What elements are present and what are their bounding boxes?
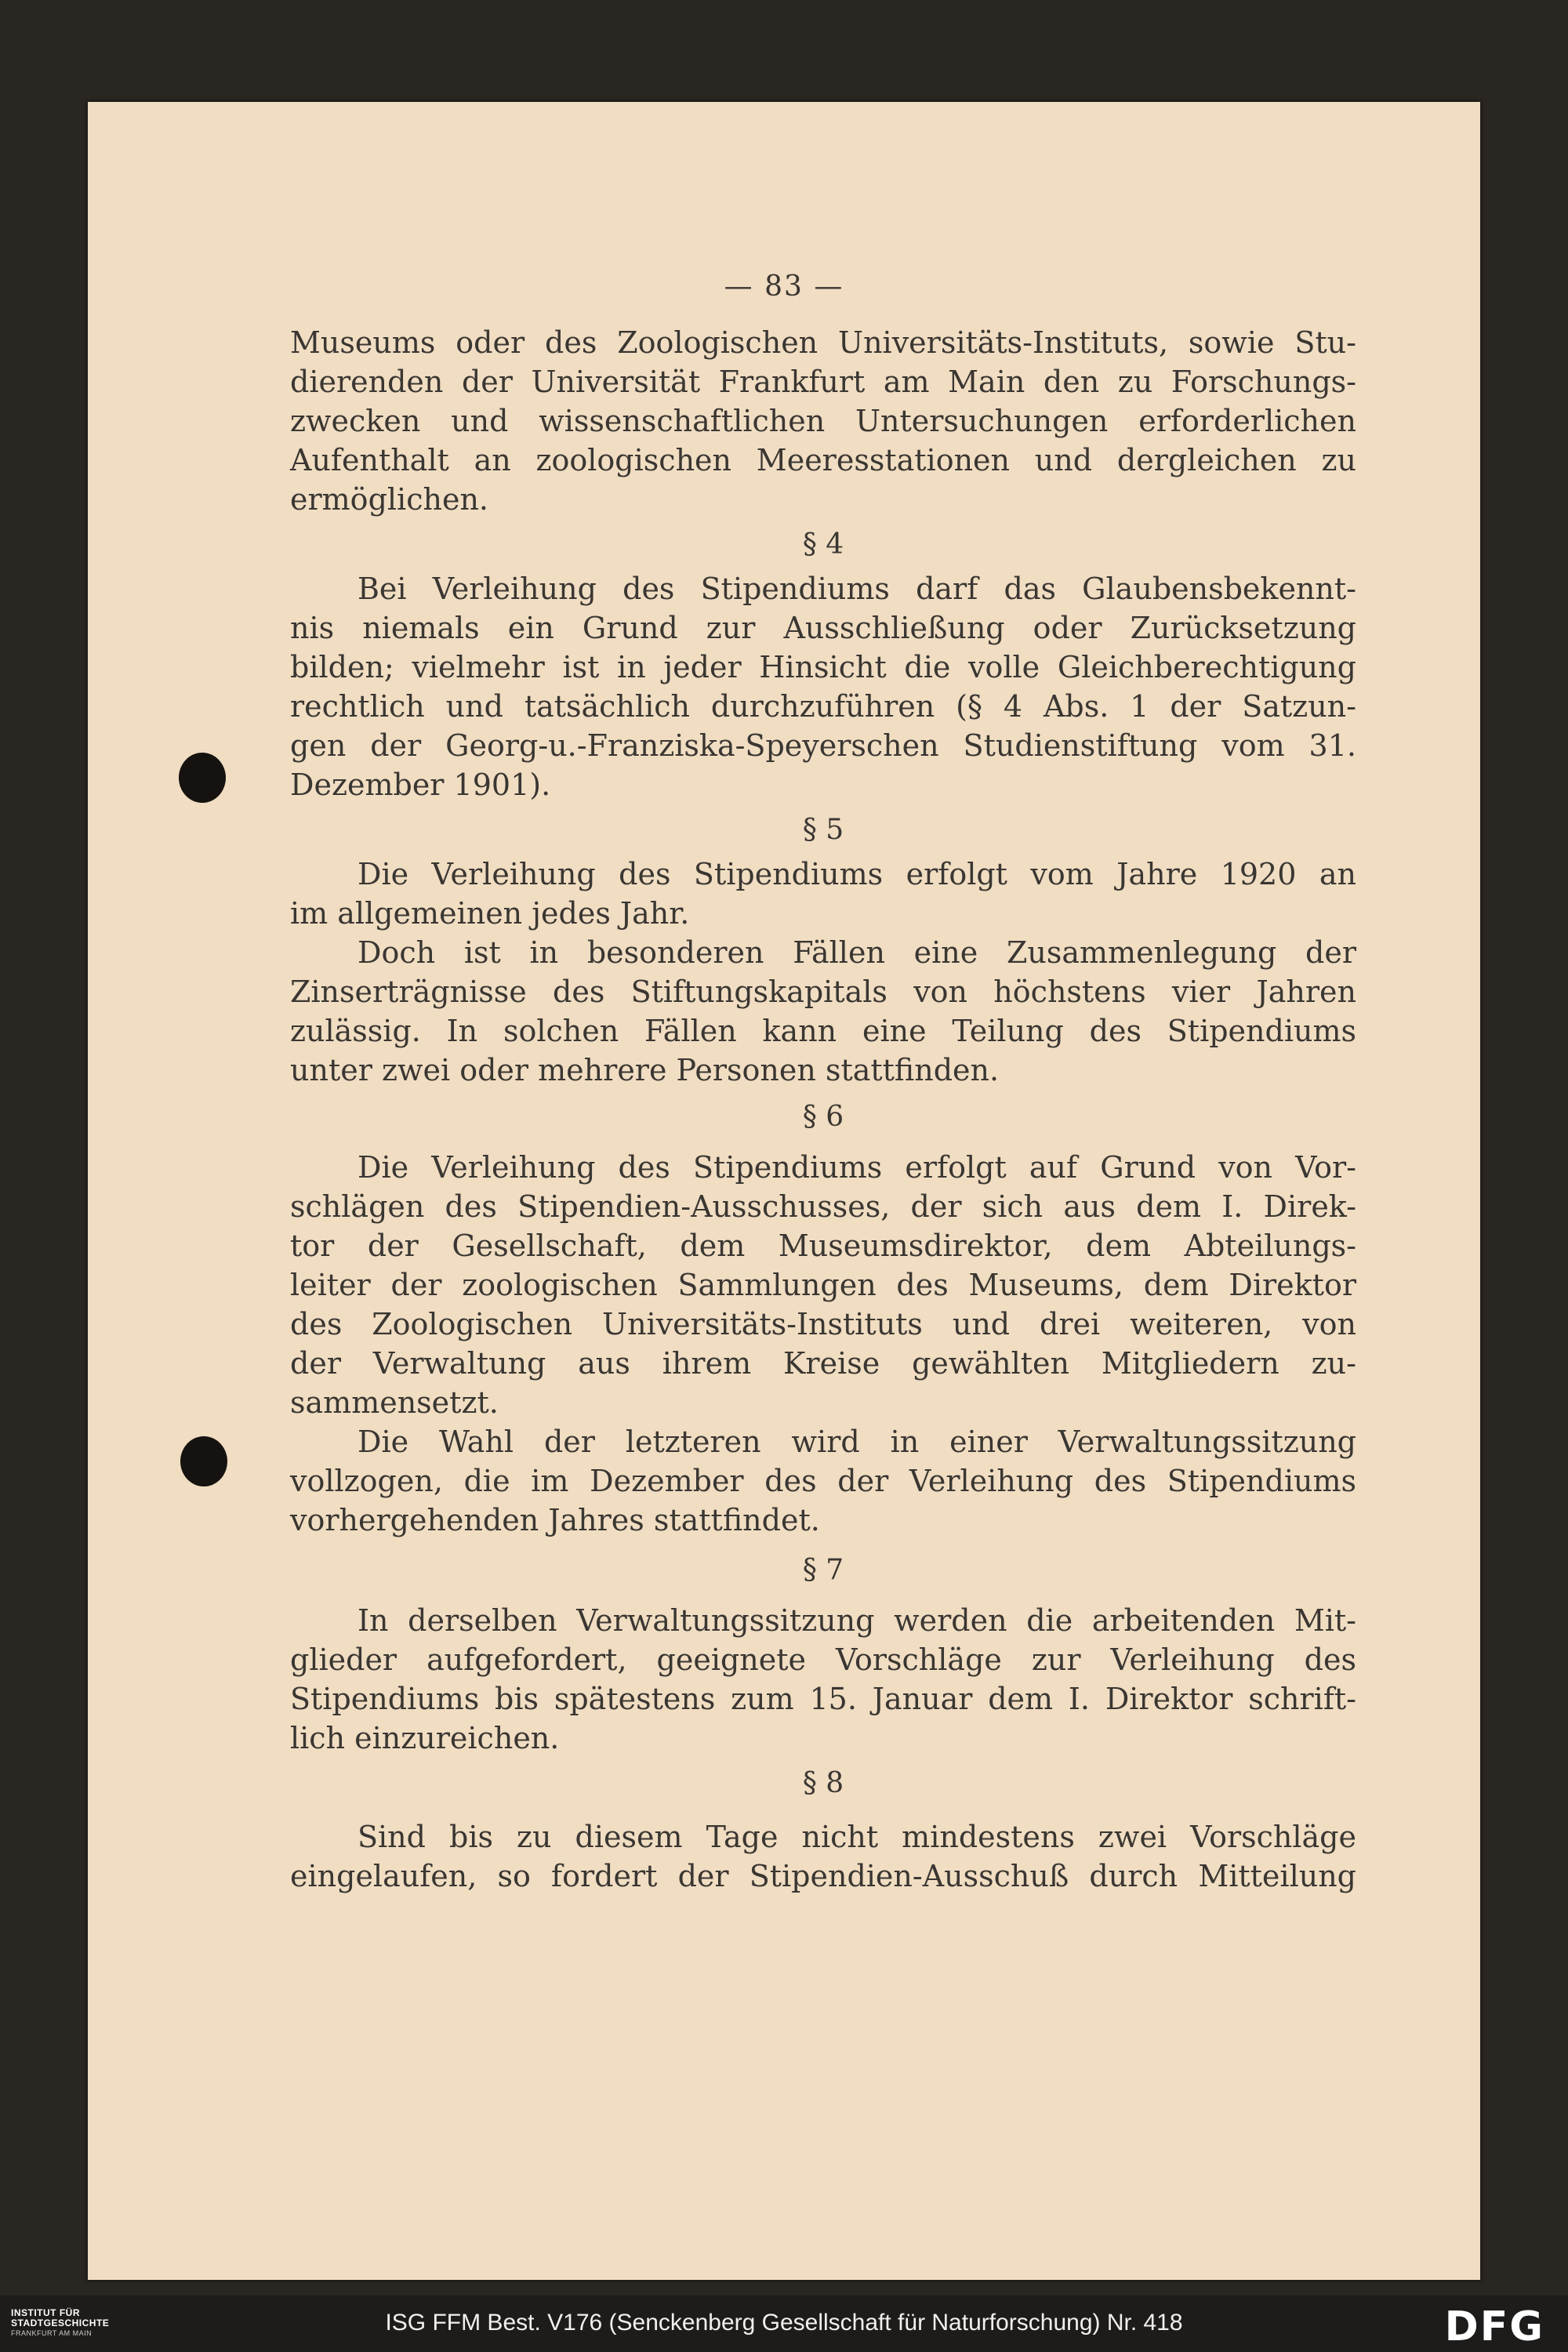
section-5-paragraph-a [290, 855, 1356, 933]
text-line: des Zoologischen Universitäts-Instituts und drei weiteren, von [290, 1307, 1356, 1341]
document-page [88, 102, 1480, 2280]
text-line: In derselben Verwaltungssitzung werden die arbeitenden Mit- [358, 1603, 1356, 1638]
text-line: Sind bis zu diesem Tage nicht mindestens zwei Vorschläge [358, 1820, 1356, 1854]
section-7-paragraph [290, 1601, 1356, 1758]
text-line: lich einzureichen. [290, 1721, 560, 1755]
section-heading-5: § 5 [802, 814, 844, 846]
text-line: zwecken und wissenschaftlichen Untersuchungen erforderlichen [290, 404, 1356, 438]
text-line: Museums oder des Zoologischen Universitäts-Instituts, sowie Stu- [290, 325, 1356, 360]
section-heading-4: § 4 [802, 528, 844, 561]
intro-paragraph [290, 323, 1356, 519]
archive-caption: ISG FFM Best. V176 (Senckenberg Gesellschaft für Naturforschung) Nr. 418 [385, 2310, 1183, 2336]
body-text [290, 323, 1356, 1896]
section-heading-7: § 7 [802, 1554, 844, 1586]
text-line: Aufenthalt an zoologischen Meeresstationen und dergleichen zu [290, 443, 1356, 477]
text-line: rechtlich und tatsächlich durchzuführen (§ 4 Abs. 1 der Satzun- [290, 689, 1356, 724]
isg-logo-line: FRANKFURT AM MAIN [11, 2329, 93, 2337]
section-6-paragraph-a [290, 1148, 1356, 1422]
text-line: vollzogen, die im Dezember des der Verleihung des Stipendiums [290, 1464, 1356, 1498]
text-line: Dezember 1901). [290, 768, 551, 802]
section-6-paragraph-b [290, 1422, 1356, 1540]
text-line: leiter der zoologischen Sammlungen des Museums, dem Direktor [290, 1268, 1356, 1302]
text-line: vorhergehenden Jahres stattfindet. [290, 1503, 820, 1537]
isg-logo-line: STADTGESCHICHTE [11, 2318, 110, 2328]
section-5-paragraph-b [290, 933, 1356, 1090]
text-line: Zinserträgnisse des Stiftungskapitals von höchstens vier Jahren [290, 975, 1356, 1009]
text-line: Bei Verleihung des Stipendiums darf das Glaubensbekennt- [358, 572, 1356, 606]
dfg-logo: DFG [1444, 2303, 1544, 2350]
text-line: zulässig. In solchen Fällen kann eine Teilung des Stipendiums [290, 1014, 1356, 1048]
text-line: gen der Georg-u.-Franziska-Speyerschen Studienstiftung vom 31. [290, 728, 1356, 763]
section-8-paragraph [290, 1817, 1356, 1896]
text-line: bilden; vielmehr ist in jeder Hinsicht die volle Gleichberechtigung [290, 650, 1356, 684]
section-4-paragraph [290, 569, 1356, 804]
text-line: nis niemals ein Grund zur Ausschließung oder Zurücksetzung [290, 611, 1356, 645]
archive-footer-bar [0, 2296, 1568, 2352]
punch-hole-lower [180, 1436, 227, 1486]
text-line: tor der Gesellschaft, dem Museumsdirektor, dem Abteilungs- [290, 1229, 1356, 1263]
text-line: Doch ist in besonderen Fällen eine Zusammenlegung der [358, 935, 1356, 970]
section-heading-6: § 6 [802, 1101, 844, 1133]
page-number: — 83 — [724, 270, 844, 303]
text-line: glieder aufgefordert, geeignete Vorschläge zur Verleihung des [290, 1642, 1356, 1677]
text-line: Die Verleihung des Stipendiums erfolgt vom Jahre 1920 an [358, 857, 1356, 891]
text-line: Die Verleihung des Stipendiums erfolgt auf Grund von Vor- [358, 1150, 1356, 1185]
text-line: ermöglichen. [290, 482, 488, 517]
text-line: schlägen des Stipendien-Ausschusses, der sich aus dem I. Direk- [290, 1189, 1356, 1224]
text-line: Die Wahl der letzteren wird in einer Verwaltungssitzung [358, 1425, 1356, 1459]
text-line: dierenden der Universität Frankfurt am Main den zu Forschungs- [290, 365, 1356, 399]
text-line: sammensetzt. [290, 1385, 499, 1420]
text-line: der Verwaltung aus ihrem Kreise gewählten Mitgliedern zu- [290, 1346, 1356, 1381]
text-line: unter zwei oder mehrere Personen stattfinden. [290, 1053, 1000, 1087]
text-line: Stipendiums bis spätestens zum 15. Januar dem I. Direktor schrift- [290, 1682, 1356, 1716]
text-line: im allgemeinen jedes Jahr. [290, 896, 690, 931]
text-line: eingelaufen, so fordert der Stipendien-Ausschuß durch Mitteilung [290, 1859, 1356, 1893]
section-heading-8: § 8 [802, 1767, 844, 1799]
isg-logo-line: INSTITUT FÜR [11, 2307, 80, 2318]
punch-hole-upper [179, 753, 226, 803]
